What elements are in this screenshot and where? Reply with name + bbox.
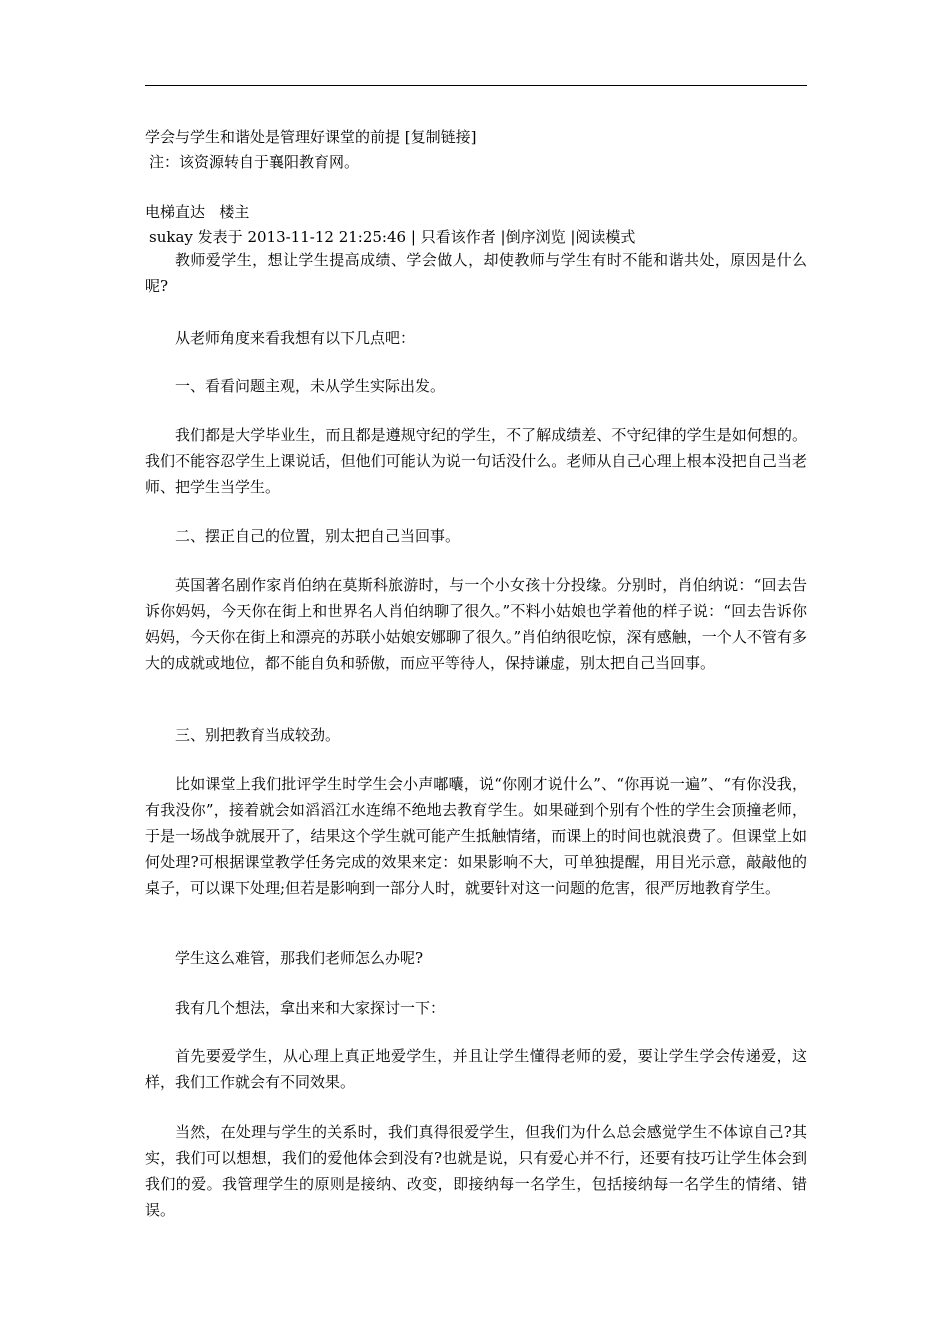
separator: | bbox=[410, 228, 416, 246]
paragraph: 从老师角度来看我想有以下几点吧： bbox=[175, 329, 416, 347]
floor-label: 楼主 bbox=[219, 203, 250, 221]
only-author-link[interactable]: 只看该作者 bbox=[420, 228, 496, 246]
section-heading: 一、看看问题主观，未从学生实际出发。 bbox=[175, 377, 446, 395]
paragraph: 首先要爱学生，从心理上真正地爱学生，并且让学生懂得老师的爱，要让学生学会传递爱，这样，我们工作就会有不同效果。 bbox=[145, 1047, 807, 1091]
section-heading: 二、摆正自己的位置，别太把自己当回事。 bbox=[175, 527, 461, 545]
separator: | bbox=[500, 228, 506, 246]
paragraph: 我有几个想法，拿出来和大家探讨一下： bbox=[175, 999, 446, 1017]
post-meta-line bbox=[149, 226, 635, 248]
posted-label: 发表于 bbox=[197, 228, 243, 246]
author-link[interactable]: sukay bbox=[149, 228, 193, 246]
post-datetime: 2013-11-12 21:25:46 bbox=[247, 228, 407, 246]
paragraph: 比如课堂上我们批评学生时学生会小声嘟囔，说“你刚才说什么”、“你再说一遍”、“有你没我，有我没你”，接着就会如滔滔江水连绵不绝地去教育学生。如果碰到个别有个性的学生会顶撞老师，于是一场战争就展开了，结果这个学生就可能产生抵触情绪，而课上的时间也就浪费了。但课堂上如何处理?可根据课堂教学任务完成的效果来定：如果影响不大，可单独提醒，用目光示意，敲敲他的桌子，可以课下处理;但若是影响到一部分人时，就要针对这一问题的危害，很严厉地教育学生。 bbox=[145, 775, 807, 897]
title-line bbox=[145, 126, 477, 148]
source-note: 注：该资源转自于襄阳教育网。 bbox=[149, 153, 360, 171]
header-rule bbox=[145, 85, 807, 86]
separator: | bbox=[570, 228, 576, 246]
paragraph-intro: 教师爱学生，想让学生提高成绩、学会做人，却使教师与学生有时不能和谐共处，原因是什么呢? bbox=[145, 251, 807, 295]
paragraph: 我们都是大学毕业生，而且都是遵规守纪的学生，不了解成绩差、不守纪律的学生是如何想的。我们不能容忍学生上课说话，但他们可能认为说一句话没什么。老师从自己心理上根本没把自己当老师、把学生当学生。 bbox=[145, 426, 807, 496]
paragraph: 当然，在处理与学生的关系时，我们真得很爱学生，但我们为什么总会感觉学生不体谅自己?其实，我们可以想想，我们的爱他体会到没有?也就是说，只有爱心并不行，还要有技巧让学生体会到我们的爱。我管理学生的原则是接纳、改变，即接纳每一名学生，包括接纳每一名学生的情绪、错误。 bbox=[145, 1123, 807, 1219]
paragraph: 学生这么难管，那我们老师怎么办呢? bbox=[175, 949, 424, 967]
section-heading: 三、别把教育当成较劲。 bbox=[175, 726, 341, 744]
elevator-link[interactable]: 电梯直达 bbox=[145, 203, 206, 221]
thread-title: 学会与学生和谐处是管理好课堂的前提 bbox=[145, 128, 401, 146]
floor-line bbox=[145, 201, 249, 223]
reading-mode-link[interactable]: 阅读模式 bbox=[575, 228, 636, 246]
copy-link-button[interactable]: [复制链接] bbox=[404, 128, 477, 146]
reverse-browse-link[interactable]: 倒序浏览 bbox=[505, 228, 566, 246]
paragraph: 英国著名剧作家肖伯纳在莫斯科旅游时，与一个小女孩十分投缘。分别时，肖伯纳说：“回去告诉你妈妈，今天你在街上和世界名人肖伯纳聊了很久。”不料小姑娘也学着他的样子说：“回去告诉你妈妈，今天你在街上和漂亮的苏联小姑娘安娜聊了很久。”肖伯纳很吃惊，深有感触，一个人不管有多大的成就或地位，都不能自负和骄傲，而应平等待人，保持谦虚，别太把自己当回事。 bbox=[145, 576, 807, 672]
